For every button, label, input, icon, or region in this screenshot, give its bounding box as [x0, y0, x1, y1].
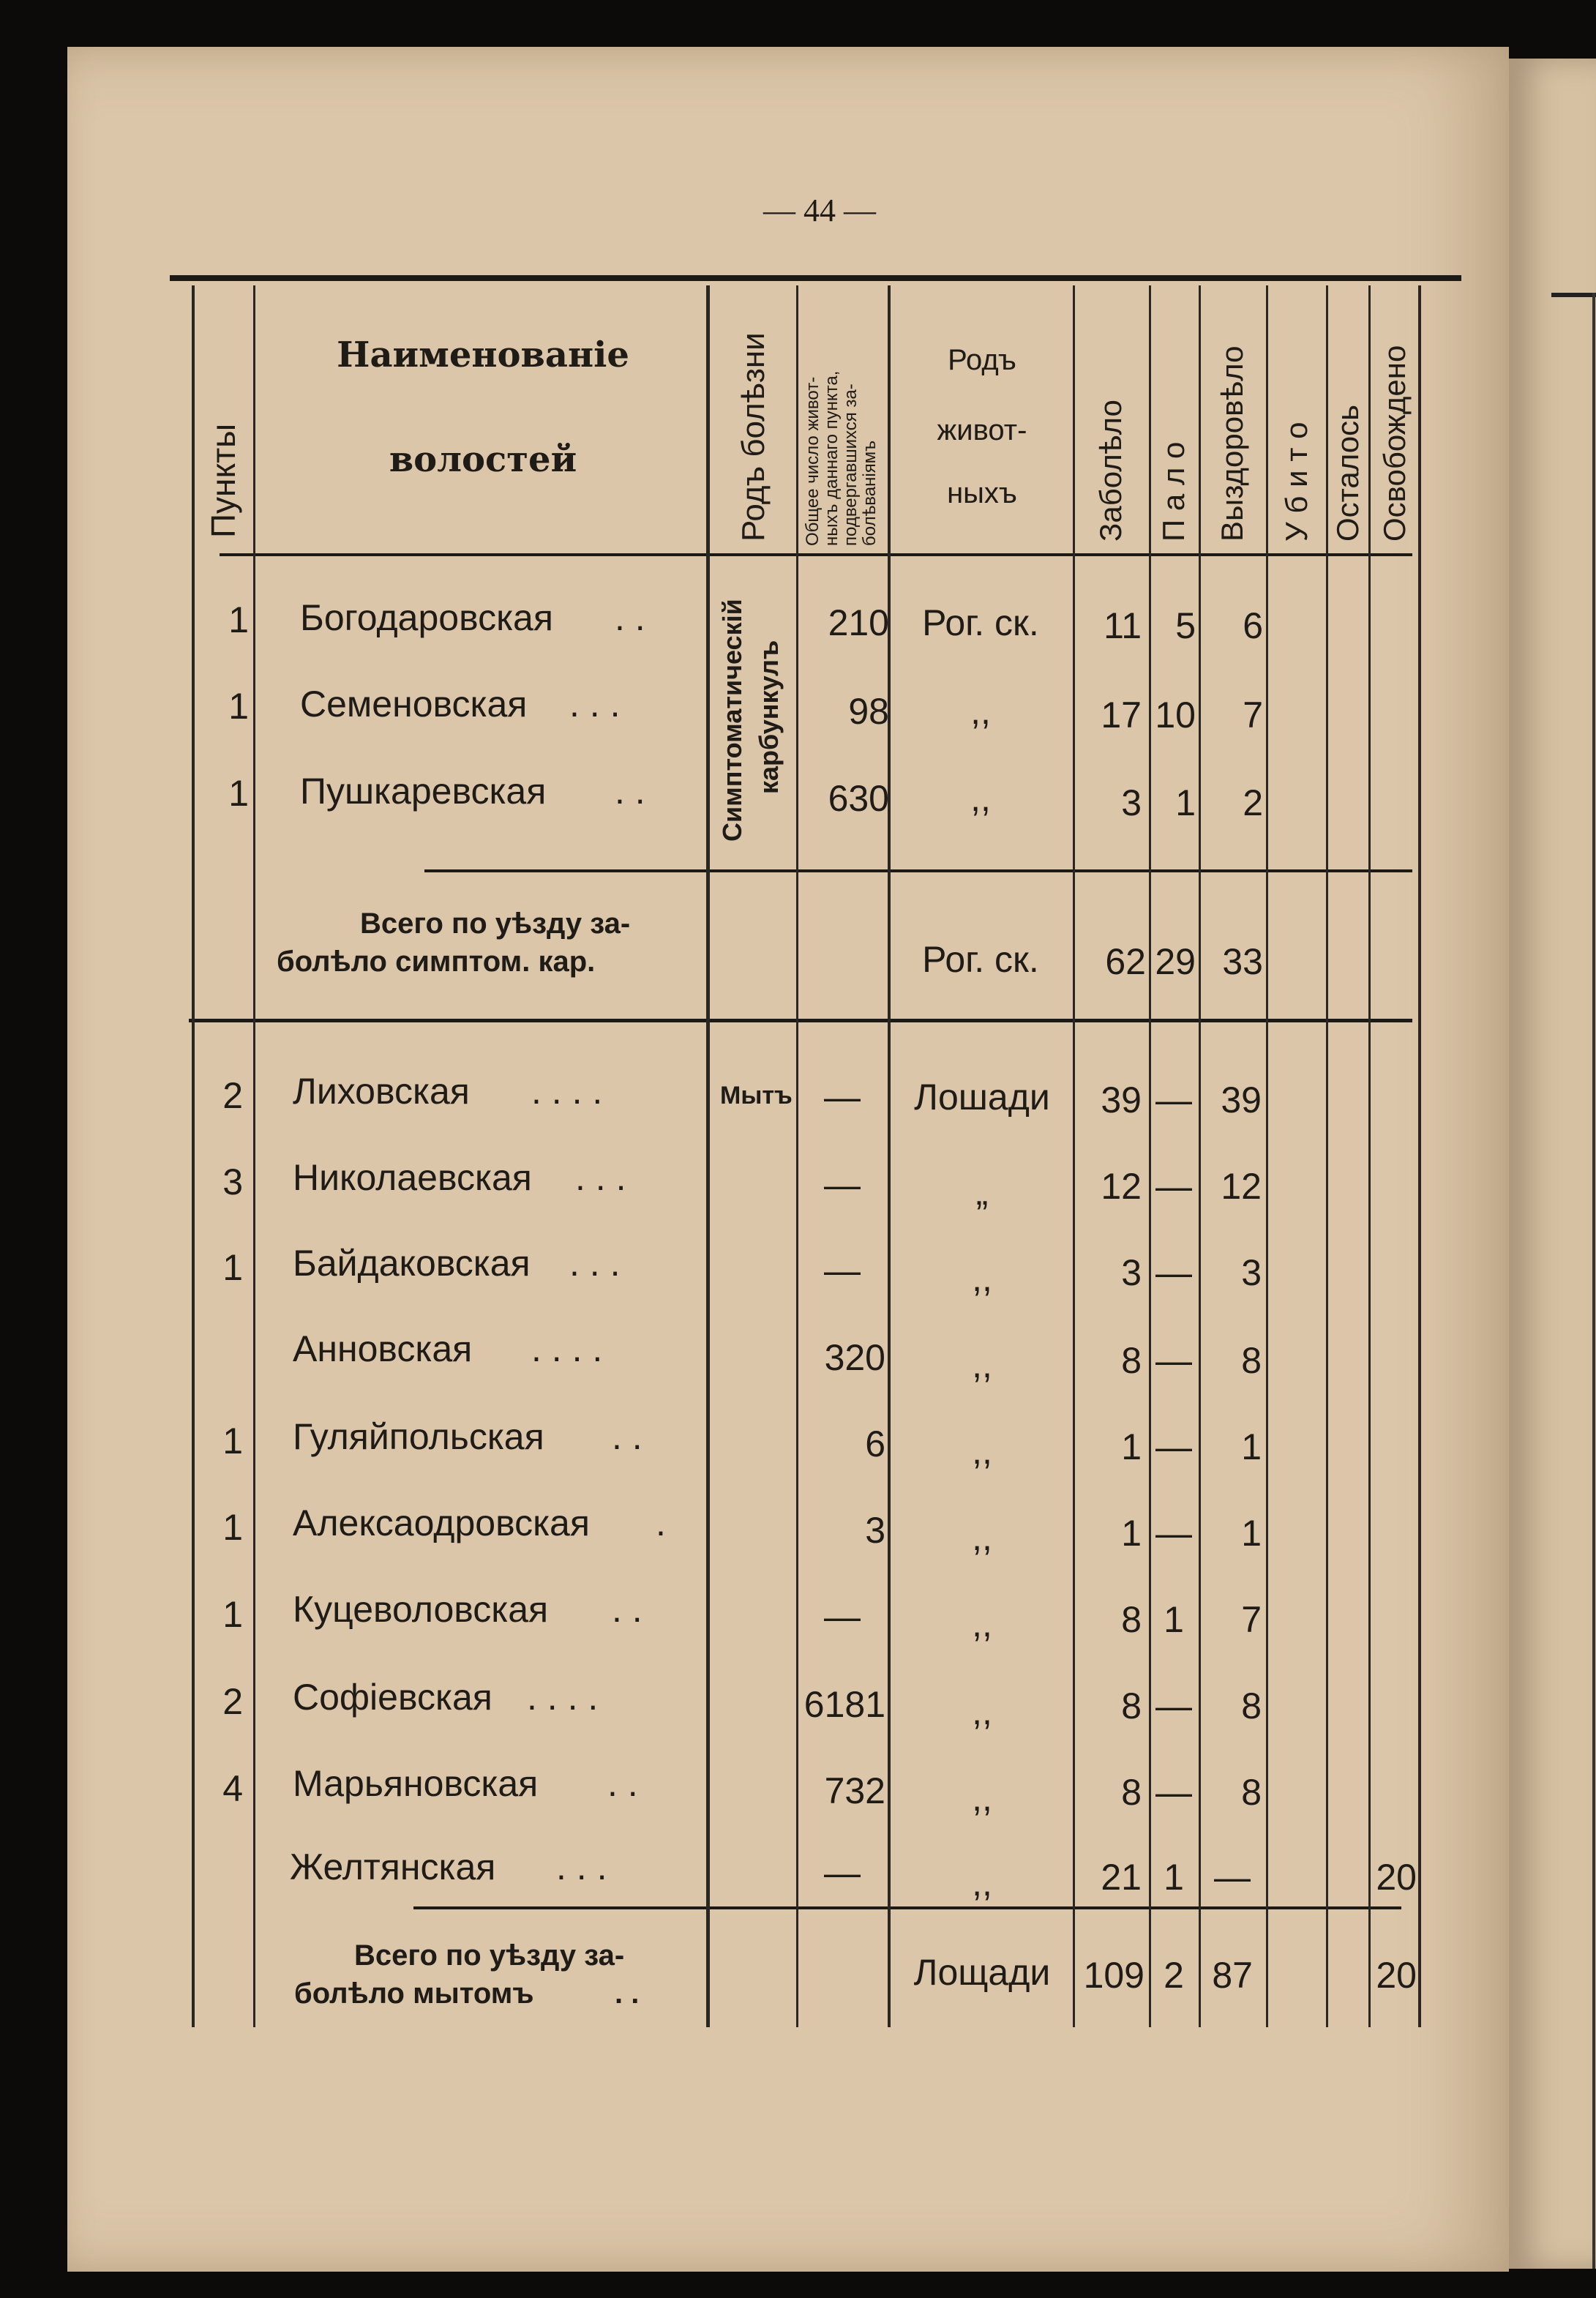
header-kind-line1: Родъ — [948, 344, 1016, 376]
s2-row7-dots: . . — [612, 1589, 642, 1630]
s2-row4-name: Анновская — [293, 1328, 473, 1369]
s2-row3-rec: 3 — [1241, 1252, 1262, 1293]
s2-row8-total: 6181 — [803, 1684, 885, 1725]
s2-row1-name: Лиховская — [293, 1071, 470, 1112]
s1-row1-dots: . . — [615, 597, 645, 638]
s2-row3-sick: 3 — [1121, 1252, 1142, 1293]
s1-row1-punkt: 1 — [228, 599, 249, 640]
s2-row2-kind: „ — [975, 1172, 989, 1213]
s1-total-line1: Всего по уѣзду за- — [360, 907, 631, 940]
header-name-line1: Наименованіе — [337, 334, 629, 375]
s1-row1-name: Богодаровская — [300, 597, 553, 638]
s2-row3-dots: . . . — [569, 1243, 621, 1284]
header-died: П а л о — [1156, 441, 1191, 542]
s2-row6-died: — — [1155, 1513, 1192, 1554]
col-line-1 — [253, 285, 255, 2027]
s1-row2-dots: . . . — [569, 684, 621, 725]
s2-row2-name: Николаевская — [293, 1157, 532, 1198]
s1-row2-punkt: 1 — [228, 686, 249, 727]
s1-row2-kind: ,, — [970, 691, 991, 732]
s2-row8-punkt: 2 — [222, 1681, 243, 1722]
s2-row5-punkt: 1 — [222, 1421, 243, 1461]
s2-row8-sick: 8 — [1121, 1685, 1142, 1726]
s1-row3-rec: 2 — [1243, 782, 1263, 823]
s2-row8-died: — — [1155, 1685, 1192, 1726]
s2-row8-rec: 8 — [1241, 1685, 1262, 1726]
col-line-7 — [1199, 285, 1201, 2027]
s2-row7-name: Куцеволовская — [293, 1589, 549, 1630]
s2-row7-sick: 8 — [1121, 1599, 1142, 1640]
s2-row1-sick: 39 — [1101, 1079, 1142, 1120]
s2-row1-kind: Лошади — [914, 1077, 1050, 1118]
header-recovered: Выздоровѣло — [1215, 345, 1249, 542]
s2-total-released: 20 — [1376, 1955, 1417, 1996]
s2-row9-rec: 8 — [1241, 1772, 1262, 1813]
s2-row5-kind: ,, — [972, 1431, 992, 1472]
s2-row6-name: Алексаодровская — [293, 1502, 590, 1543]
s1-row3-kind: ,, — [970, 778, 991, 819]
col-line-0 — [192, 285, 195, 2027]
s1-total-rec: 33 — [1222, 941, 1263, 982]
s2-row7-kind: ,, — [972, 1603, 992, 1644]
s2-row9-punkt: 4 — [222, 1768, 243, 1809]
header-killed: У б и т о — [1279, 422, 1314, 542]
s2-row10-died: 1 — [1164, 1857, 1184, 1898]
s2-row4-sick: 8 — [1121, 1340, 1142, 1381]
col-line-5 — [1073, 285, 1075, 2027]
s2-row10-rec: — — [1214, 1857, 1251, 1898]
section2-disease: Мытъ — [720, 1082, 793, 1109]
s2-row4-kind: ,, — [972, 1344, 992, 1385]
s2-row9-total: 732 — [824, 1770, 885, 1811]
s2-row5-name: Гуляйпольская — [293, 1416, 544, 1457]
s2-row3-punkt: 1 — [222, 1247, 243, 1288]
s1-row3-punkt: 1 — [228, 773, 249, 814]
section1-disease-line1: Симптоматическій — [717, 599, 747, 842]
col-line-10 — [1368, 285, 1371, 2027]
header-disease: Родъ болѣзни — [735, 332, 771, 542]
s2-row10-kind: ,, — [972, 1863, 992, 1904]
s2-row8-name: Софіевская — [293, 1677, 492, 1718]
s1-row1-died: 5 — [1175, 605, 1196, 646]
s2-row1-punkt: 2 — [222, 1075, 243, 1116]
s2-row5-rec: 1 — [1241, 1426, 1262, 1467]
s2-total-line2: болѣло мытомъ — [294, 1977, 534, 2010]
s2-row10-total: — — [824, 1852, 861, 1893]
s2-row9-kind: ,, — [972, 1778, 992, 1819]
s2-row6-sick: 1 — [1121, 1513, 1142, 1554]
col-line-3 — [796, 285, 798, 2027]
s2-row8-dots: . . . . — [527, 1677, 599, 1718]
s1-row1-kind: Рог. ск. — [922, 602, 1039, 643]
s2-row10-sick: 21 — [1101, 1857, 1142, 1898]
col-line-4 — [888, 285, 891, 2027]
s2-row1-total: — — [824, 1077, 861, 1118]
s1-row2-total: 98 — [848, 691, 889, 732]
s2-row4-dots: . . . . — [531, 1328, 603, 1369]
s2-row1-dots: . . . . — [531, 1071, 603, 1112]
s2-row4-died: — — [1155, 1340, 1192, 1381]
s2-row7-punkt: 1 — [222, 1594, 243, 1635]
s2-row5-sick: 1 — [1121, 1426, 1142, 1467]
s2-row5-died: — — [1155, 1426, 1192, 1467]
s1-total-sick: 62 — [1105, 941, 1146, 982]
s2-row10-released: 20 — [1376, 1857, 1417, 1898]
s1-row2-rec: 7 — [1243, 695, 1263, 736]
s2-row6-rec: 1 — [1241, 1513, 1262, 1554]
s2-row6-kind: ,, — [972, 1517, 992, 1558]
s2-row9-sick: 8 — [1121, 1772, 1142, 1813]
s1-row3-name: Пушкаревская — [300, 771, 547, 812]
s2-row9-died: — — [1155, 1772, 1192, 1813]
s2-row2-dots: . . . — [575, 1157, 626, 1198]
s1-row2-sick: 17 — [1101, 695, 1142, 736]
s2-row6-punkt: 1 — [222, 1507, 243, 1548]
s2-row2-punkt: 3 — [222, 1161, 243, 1202]
s2-total-line1: Всего по уѣзду за- — [354, 1939, 625, 1972]
section1-disease-line2: карбункулъ — [754, 640, 784, 794]
top-rule — [170, 275, 1461, 281]
s2-row2-total: — — [824, 1164, 861, 1205]
s2-row6-total: 3 — [865, 1510, 885, 1551]
s2-row2-died: — — [1155, 1166, 1192, 1207]
col-line-11 — [1418, 285, 1421, 2027]
s2-row2-sick: 12 — [1101, 1166, 1142, 1207]
col-line-9 — [1326, 285, 1328, 2027]
s1-row3-sick: 3 — [1121, 782, 1142, 823]
s2-row7-total: — — [824, 1596, 861, 1637]
col-line-8 — [1266, 285, 1268, 2027]
header-remained: Осталось — [1330, 404, 1365, 542]
s2-row7-died: 1 — [1164, 1599, 1184, 1640]
header-kind-line2: живот- — [937, 414, 1027, 446]
s1-row2-died: 10 — [1155, 695, 1196, 736]
s2-row8-kind: ,, — [972, 1691, 992, 1732]
s2-row10-name: Желтянская — [290, 1846, 496, 1887]
s2-row4-rec: 8 — [1241, 1340, 1262, 1381]
s2-row1-died: — — [1155, 1079, 1192, 1120]
s2-total-rec: 87 — [1212, 1955, 1253, 1996]
s2-row7-rec: 7 — [1241, 1599, 1262, 1640]
s2-row9-dots: . . — [607, 1763, 638, 1804]
s2-row5-total: 6 — [865, 1423, 885, 1464]
header-released: Освобождено — [1377, 345, 1412, 542]
col-line-2 — [706, 285, 710, 2027]
s2-row6-dots: . — [656, 1502, 666, 1543]
s2-row3-name: Байдаковская — [293, 1243, 531, 1284]
s2-total-dots: . . — [615, 1977, 640, 2010]
s2-total-died: 2 — [1164, 1955, 1184, 1996]
col-line-6 — [1149, 285, 1151, 2027]
s2-total-kind: Лощади — [913, 1952, 1051, 1993]
s1-total-line2: болѣло симптом. кар. — [277, 946, 596, 978]
page-number: — 44 — — [763, 192, 876, 228]
header-total-line4: болѣваніямъ — [860, 440, 880, 546]
section1-sub-rule — [424, 869, 1412, 872]
s1-row2-name: Семеновская — [300, 684, 528, 725]
s2-row9-name: Марьяновская — [293, 1763, 539, 1804]
s2-row1-rec: 39 — [1221, 1079, 1262, 1120]
s1-row1-rec: 6 — [1243, 605, 1263, 646]
s1-row1-sick: 11 — [1104, 605, 1142, 646]
s1-total-died: 29 — [1155, 941, 1196, 982]
header-name-line2: волостей — [389, 439, 577, 480]
s1-row3-total: 630 — [828, 778, 889, 819]
header-total-line1: Общее число живот- — [803, 376, 823, 546]
header-total-line2: ныхъ даннаго пункта, — [822, 370, 842, 546]
header-rule — [220, 553, 1412, 556]
s2-row3-kind: ,, — [972, 1258, 992, 1299]
s2-row3-died: — — [1155, 1252, 1192, 1293]
header-total-line3: подвергавшихся за- — [841, 383, 861, 546]
s2-row3-total: — — [824, 1250, 861, 1291]
s1-row3-dots: . . — [615, 771, 645, 812]
header-punkty: Пункты — [204, 423, 242, 538]
s2-row5-dots: . . — [612, 1416, 642, 1457]
section-divider-rule — [189, 1019, 1412, 1022]
s2-row4-total: 320 — [824, 1337, 885, 1378]
s2-row10-dots: . . . — [556, 1846, 607, 1887]
s1-row3-died: 1 — [1175, 782, 1196, 823]
s1-total-kind: Рог. ск. — [922, 939, 1039, 980]
s2-row2-rec: 12 — [1221, 1166, 1262, 1207]
section2-sub-rule — [413, 1906, 1401, 1909]
s1-row1-total: 210 — [828, 602, 889, 643]
header-sick: Заболѣло — [1093, 400, 1128, 542]
s2-total-sick: 109 — [1083, 1955, 1144, 1996]
header-kind-line3: ныхъ — [947, 477, 1017, 509]
